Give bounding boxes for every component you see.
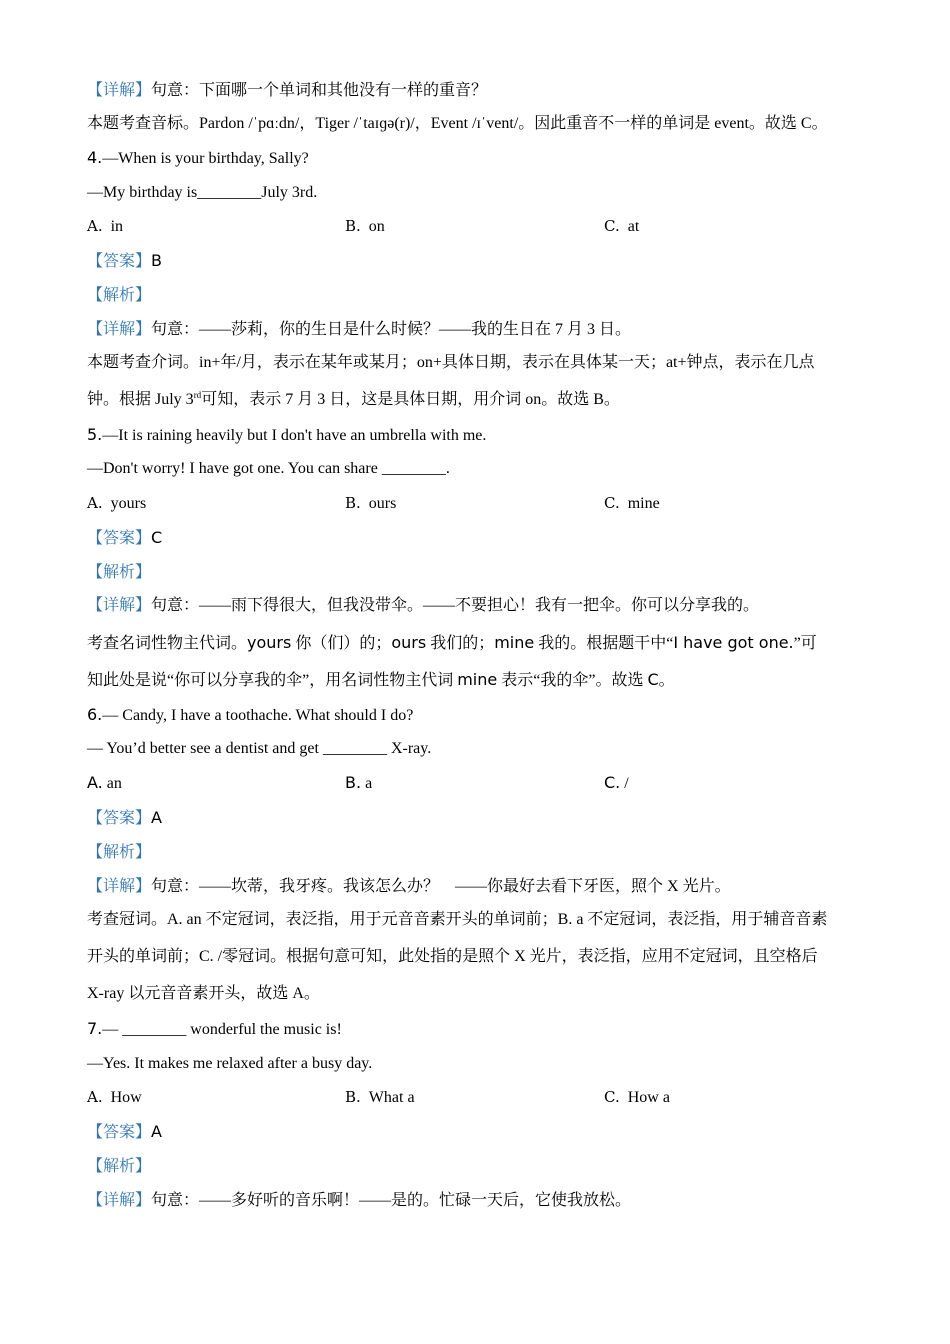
option-text: an — [106, 775, 122, 792]
detail-text: 句意：——雨下得很大，但我没带伞。——不要担心！我有一把伞。你可以分享我的。 — [151, 597, 760, 614]
exp-word: I have got one. — [673, 633, 794, 652]
q6-explanation-line1: 考查冠词。A. an 不定冠词，表泛指，用于元音音素开头的单词前；B. a 不定冠词，表泛指，用于辅音音素 — [87, 911, 828, 928]
q6-stem-line1 — [87, 705, 870, 726]
option-text: yours — [110, 495, 147, 512]
detail-text: 句意：——坎蒂，我牙疼。我该怎么办？ ——你最好去看下牙医，照个 X 光片。 — [151, 878, 731, 895]
option-letter: B. — [345, 773, 362, 792]
option-text: / — [624, 775, 629, 792]
q5-option-a — [87, 494, 146, 513]
answer-value: A — [151, 1122, 162, 1141]
detail-label: 【详解】 — [87, 595, 152, 614]
q7-analysis-label: 【解析】 — [87, 1156, 152, 1175]
option-letter: C. — [604, 217, 620, 235]
answer-label: 【答案】 — [87, 1122, 152, 1141]
option-letter: C. — [604, 773, 621, 792]
q7-option-a — [87, 1088, 142, 1107]
q6-number: 6. — [87, 705, 103, 724]
detail-text: 句意：——多好听的音乐啊！——是的。忙碌一天后，它使我放松。 — [151, 1192, 632, 1209]
exp-text: 你（们）的； — [291, 635, 392, 652]
exp-word: yours — [247, 633, 292, 652]
q6-option-b — [345, 773, 372, 793]
option-letter: B. — [345, 494, 361, 512]
option-text: at — [627, 218, 640, 235]
option-text: mine — [627, 495, 660, 512]
q7-stem-line2: —Yes. It makes me relaxed after a busy day. — [87, 1055, 373, 1072]
detail-label: 【详解】 — [87, 319, 152, 338]
answer-label: 【答案】 — [87, 808, 152, 827]
q5-number: 5. — [87, 425, 103, 444]
q4-analysis-label: 【解析】 — [87, 285, 152, 304]
detail-line — [87, 80, 870, 101]
exp-word: mine — [494, 633, 535, 652]
exp-text: 钟。根据 July 3 — [87, 391, 194, 408]
detail-text: 句意：下面哪一个单词和其他没有一样的重音？ — [151, 82, 488, 99]
q7-detail — [87, 1190, 870, 1211]
exp-text: 知此处是说“你可以分享我的伞”，用名词性物主代词 — [87, 672, 458, 689]
answer-value: B — [151, 251, 162, 270]
q7-option-b — [345, 1088, 415, 1107]
option-letter: B. — [345, 1088, 361, 1106]
q7-stem-line1 — [87, 1019, 870, 1040]
q6-detail — [87, 876, 870, 897]
answer-value: C — [151, 528, 163, 547]
q5-analysis-label: 【解析】 — [87, 562, 152, 581]
q4-number: 4. — [87, 148, 103, 167]
option-text: in — [110, 218, 124, 235]
exp-text: 。 — [658, 672, 675, 689]
option-letter: A. — [87, 1088, 103, 1106]
answer-label: 【答案】 — [87, 528, 152, 547]
q4-option-c — [604, 217, 639, 236]
q6-option-c — [604, 773, 629, 793]
q5-explanation-line1 — [87, 633, 870, 654]
q7-option-c — [604, 1088, 670, 1107]
q7-number: 7. — [87, 1019, 103, 1038]
detail-label: 【详解】 — [87, 1190, 152, 1209]
q4-option-b — [345, 217, 385, 236]
exp-word: C — [647, 670, 659, 689]
option-text: a — [365, 775, 373, 792]
q5-stem-line1 — [87, 425, 870, 446]
option-text: ours — [368, 495, 397, 512]
q6-option-a — [87, 773, 122, 793]
q6-explanation-line2: 开头的单词前；C. /零冠词。根据句意可知，此处指的是照个 X 光片，表泛指，应用不定冠词，且空格后 — [87, 948, 818, 965]
answer-value: A — [151, 808, 162, 827]
exp-word: mine — [457, 670, 498, 689]
option-letter: A. — [87, 494, 103, 512]
q6-analysis-label: 【解析】 — [87, 842, 152, 861]
exp-text: 考查名词性物主代词。 — [87, 635, 248, 652]
detail-label: 【详解】 — [87, 876, 152, 895]
exp-text: 表示“我的伞”。故选 — [497, 672, 648, 689]
q4-stem-text1: —When is your birthday, Sally? — [102, 150, 309, 167]
q6-stem-text1: — Candy, I have a toothache. What should I do? — [102, 707, 414, 724]
q7-stem-text1: — ________ wonderful the music is! — [102, 1021, 342, 1038]
option-letter: A. — [87, 773, 103, 792]
q4-stem-line2: —My birthday is________July 3rd. — [87, 184, 318, 201]
q4-option-a — [87, 217, 123, 236]
option-letter: C. — [604, 494, 620, 512]
q4-detail — [87, 319, 870, 340]
detail-label: 【详解】 — [87, 80, 152, 99]
q5-explanation-line2 — [87, 670, 870, 691]
q4-answer — [87, 251, 870, 272]
q5-detail — [87, 595, 870, 616]
exp-text: 我们的； — [426, 635, 495, 652]
q7-answer — [87, 1122, 870, 1143]
explanation-line: 本题考查音标。Pardon /ˈpɑːdn/，Tiger /ˈtaɪɡə(r)/，Event /ɪˈvent/。因此重音不一样的单词是 event。故选 C。 — [87, 115, 828, 132]
q6-answer — [87, 808, 870, 829]
option-letter: B. — [345, 217, 361, 235]
q6-explanation-line3: X-ray 以元音音素开头，故选 A。 — [87, 985, 320, 1002]
superscript: rd — [193, 390, 202, 400]
q4-stem-line1 — [87, 148, 870, 169]
exp-text: ”可 — [793, 635, 817, 652]
option-text: How — [110, 1089, 142, 1106]
q6-stem-line2: — You’d better see a dentist and get ________ X-ray. — [87, 740, 432, 757]
option-letter: A. — [87, 217, 103, 235]
detail-text: 句意：——莎莉，你的生日是什么时候？——我的生日在 7 月 3 日。 — [151, 321, 632, 338]
q5-option-b — [345, 494, 396, 513]
q4-explanation-line1: 本题考查介词。in+年/月，表示在某年或某月；on+具体日期，表示在具体某一天；at+钟点，表示在几点 — [87, 354, 815, 371]
q5-answer — [87, 528, 870, 549]
option-text: How a — [627, 1089, 670, 1106]
option-text: What a — [368, 1089, 415, 1106]
exp-word: ours — [391, 633, 427, 652]
answer-label: 【答案】 — [87, 251, 152, 270]
option-text: on — [368, 218, 385, 235]
q4-explanation-line2 — [87, 390, 870, 410]
q5-option-c — [604, 494, 660, 513]
q5-stem-line2: —Don't worry! I have got one. You can share ________. — [87, 460, 450, 477]
exp-text: 可知，表示 7 月 3 日，这是具体日期，用介词 on。故选 B。 — [201, 391, 620, 408]
option-letter: C. — [604, 1088, 620, 1106]
exp-text: 我的。根据题干中“ — [534, 635, 674, 652]
q5-stem-text1: —It is raining heavily but I don't have an umbrella with me. — [102, 427, 487, 444]
